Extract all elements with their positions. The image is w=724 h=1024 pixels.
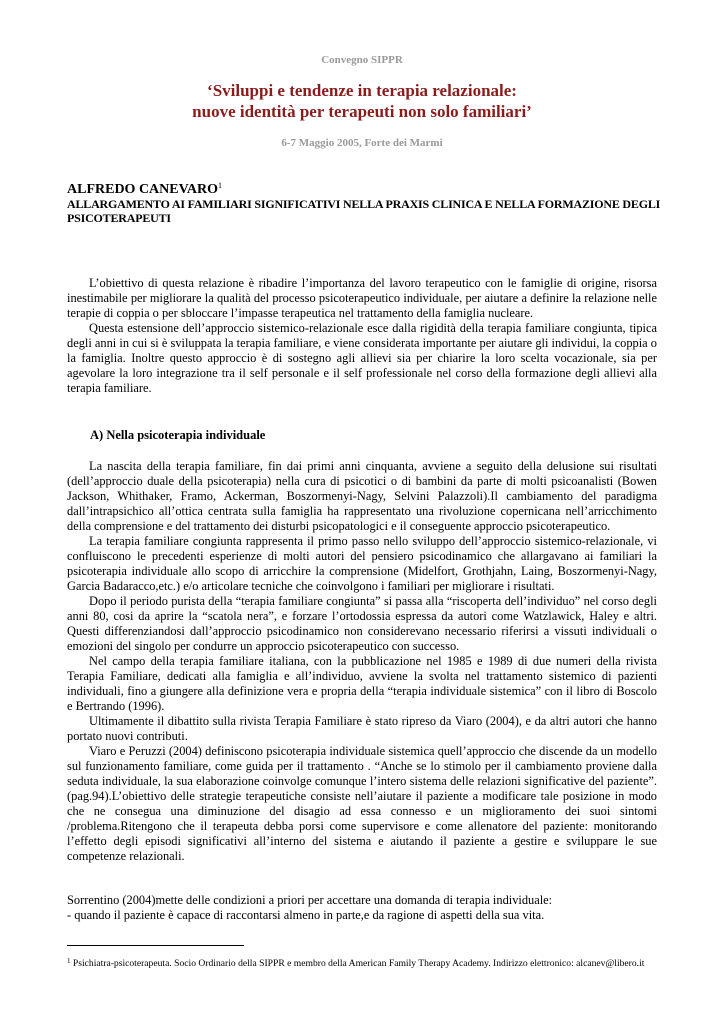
conference-title-line-2: nuove identità per terapeuti non solo familiari’ <box>192 102 532 121</box>
section-a-paragraph-1: La nascita della terapia familiare, fin dai primi anni cinquanta, avviene a seguito della delusione sui risultati (dell’approccio duale della psicoterapia) nella cura di psicotici o di bambini da parte di molti psicoanalisti (Bowen Jackson, Whithaker, Framo, Ackerman, Boszormenyi-Nagy, Selvini Palazzoli).Il cambiamento del paradigma dall’intrapsichico all’ottica centrata sulla famiglia ha rappresentato una rivoluzione copernicana nell’arricchimento della comprensione e del trattamento dei disturbi psicopatologici e il conseguente approccio psicoterapeutico. <box>67 459 657 533</box>
section-a-heading: A) Nella psicoterapia individuale <box>90 428 266 442</box>
footnote-divider <box>67 945 244 946</box>
section-a-paragraph-4: Nel campo della terapia familiare italiana, con la pubblicazione nel 1985 e 1989 di due numeri della rivista Terapia Familiare, dedicati alla famiglia e all’individuo, avviene la svolta nel trattamento sistemico di pazienti individuali, fino a giungere alla definizione vera e propria della “terapia individuale sistemica” con il libro di Boscolo e Bertrando (1996). <box>67 654 657 713</box>
footnote <box>67 955 667 970</box>
date-place: 6-7 Maggio 2005, Forte dei Marmi <box>281 137 443 149</box>
conference-name: Convegno SIPPR <box>321 54 403 66</box>
section-a-paragraph-2: La terapia familiare congiunta rappresenta il primo passo nello sviluppo dell’approccio sistemico-relazionale, vi confluiscono le precedenti esperienze di molti autori del pensiero psicodinamico che allargavano ai familiari la psicoterapia individuale allo scopo di arricchire la comprensione (Midelfort, Grothjahn, Laing, Boszormenyi-Nagy, Garcia Badaracco,etc.) e/o articolare tecniche che coinvolgono i familiari per migliorare i risultati. <box>67 534 657 593</box>
closing-paragraph-1: Sorrentino (2004)mette delle condizioni a priori per accettare una domanda di terapia individuale: <box>67 893 553 907</box>
footnote-mark: 1 <box>67 957 71 965</box>
intro-paragraph-2: Questa estensione dell’approccio sistemico-relazionale esce dalla rigidità della terapia familiare congiunta, tipica degli anni in cui si è sviluppata la terapia familiare, e viene considerata importante per aiutare gli individui, la coppia o la famiglia. Inoltre questo approccio è di sostegno agli allievi sia per chiarire la loro scelta vocazionale, sia per agevolare la loro integrazione tra il self personale e il self professionale nel corso della formazione degli allievi alla terapia familiare. <box>67 321 657 395</box>
footnote-reference: 1 <box>218 181 223 190</box>
section-a-paragraph-6: Viaro e Peruzzi (2004) definiscono psicoterapia individuale sistemica quell’approccio che discende da un modello sul funzionamento familiare, come guida per il trattamento . “Anche se lo stimolo per il cambiamento proviene dalla seduta individuale, la sua elaborazione coinvolge comunque l’intero sistema delle relazioni significative del paziente”.(pag.94).L’obiettivo delle strategie terapeutiche consiste nell’aiutare il paziente a modificare tale posizione in modo che ne consegua una diminuzione del disagio ad essa connesso e un miglioramento dei suoi sintomi /problema.Ritengono che il terapeuta debba porsi come supervisore e come allenatore del paziente: monitorando l’effetto degli episodi significativi all’interno del sistema e aiutando il paziente a gestire e sviluppare le sue competenze relazionali. <box>67 744 657 863</box>
footnote-text: Psichiatra-psicoterapeuta. Socio Ordinario della SIPPR e membro della American Family Therapy Academy. Indirizzo elettronico: alcanev@libero.it <box>72 958 645 969</box>
intro-paragraph-1: L’obiettivo di questa relazione è ribadire l’importanza del lavoro terapeutico con le famiglie di origine, risorsa inestimabile per migliorare la qualità del processo psicoterapeutico individuale, per aiutare a definire la relazione nelle terapie di coppia o per sbloccare l’impasse terapeutica nel trattamento della famiglia nucleare. <box>67 276 657 320</box>
section-a-body <box>67 459 657 864</box>
paper-subtitle: ALLARGAMENTO AI FAMILIARI SIGNIFICATIVI NELLA PRAXIS CLINICA E NELLA FORMAZIONE DEGLI PSICOTERAPEUTI <box>67 197 661 225</box>
closing-section <box>67 893 657 923</box>
author-name: ALFREDO CANEVARO <box>67 182 219 197</box>
conference-title-line-1: ‘Sviluppi e tendenze in terapia relazionale: <box>207 81 517 100</box>
closing-paragraph-2: - quando il paziente è capace di raccontarsi almeno in parte,e da ragione di aspetti della sua vita. <box>67 908 545 922</box>
conference-title <box>0 80 724 122</box>
section-a-paragraph-3: Dopo il periodo purista della “terapia familiare congiunta” si passa alla “riscoperta dell’individuo” nel corso degli anni 80, cosi da aprire la “scatola nera”, e forzare l’ortodossia espressa da autori come Watzlawick, Haley e altri. Questi differenziandosi dall’approccio psicodinamico non considerevano necessario riferirsi a vissuti individuali o emozioni del singolo per condurre un approccio psicoterapeutico con successo. <box>67 594 657 653</box>
intro-section <box>67 276 657 396</box>
author-heading <box>67 181 222 198</box>
section-a-paragraph-5: Ultimamente il dibattito sulla rivista Terapia Familiare è stato ripreso da Viaro (2004), e da altri autori che hanno portato nuovi contributi. <box>67 714 657 743</box>
